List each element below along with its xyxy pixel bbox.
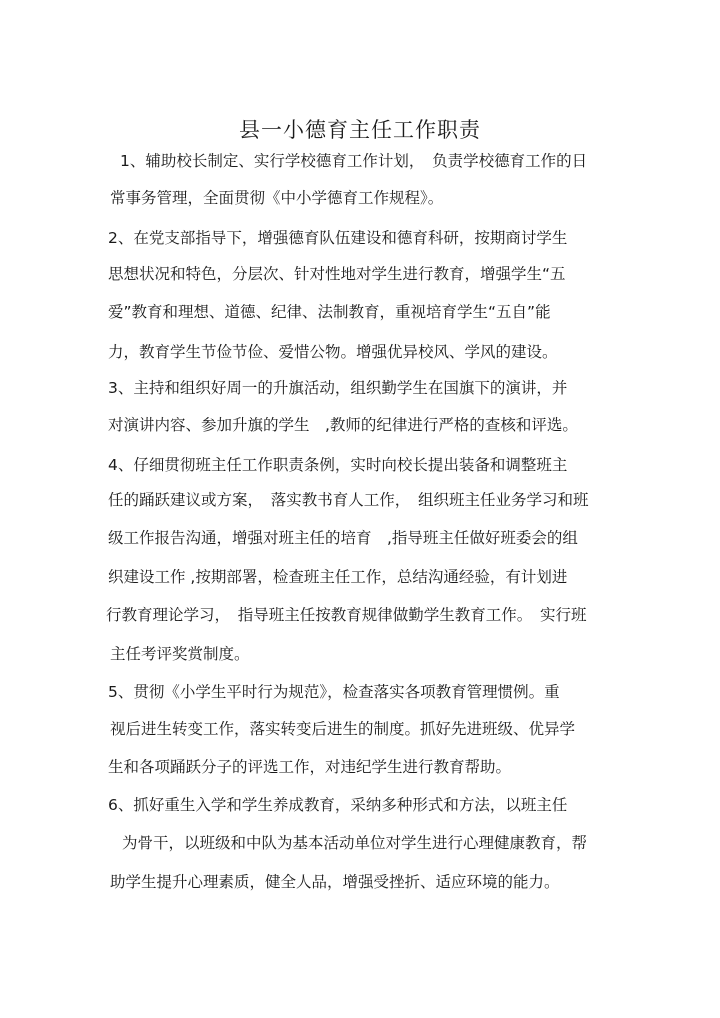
document-title: 县一小德育主任工作职责 (239, 118, 481, 142)
paragraph-line: 3、主持和组织好周一的升旗活动，组织勤学生在国旗下的演讲，并 (108, 379, 568, 397)
paragraph-line: 主任考评奖赏制度。 (110, 645, 250, 663)
paragraph-line: 4、仔细贯彻班主任工作职责条例，实时向校长提出装备和调整班主 (108, 456, 568, 474)
paragraph-line: 常事务管理，全面贯彻《中小学德育工作规程》。 (110, 189, 444, 207)
paragraph-line: 1、辅助校长制定、实行学校德育工作计划， 负责学校德育工作的日 (120, 152, 588, 170)
paragraph-line: 力，教育学生节俭节俭、爱惜公物。增强优异校风、学风的建设。 (108, 343, 558, 361)
paragraph-line: 视后进生转变工作，落实转变后进生的制度。抓好先进班级、优异学 (110, 720, 576, 738)
paragraph-line: 为骨干，以班级和中队为基本活动单位对学生进行心理健康教育，帮 (122, 834, 588, 852)
paragraph-line: 爱”教育和理想、道德、纪律、法制教育，重视培育学生“五自”能 (108, 303, 551, 321)
paragraph-line: 任的踊跃建议或方案， 落实教书育人工作， 组织班主任业务学习和班 (108, 491, 589, 509)
paragraph-line: 助学生提升心理素质，健全人品，增强受挫折、适应环境的能力。 (110, 873, 560, 891)
paragraph-line: 6、抓好重生入学和学生养成教育，采纳多种形式和方法，以班主任 (108, 796, 568, 814)
paragraph-line: 思想状况和特色，分层次、针对性地对学生进行教育，增强学生“五 (108, 265, 566, 283)
paragraph-line: 生和各项踊跃分子的评选工作，对违纪学生进行教育帮助。 (108, 758, 512, 776)
paragraph-line: 2、在党支部指导下，增强德育队伍建设和德育科研，按期商讨学生 (108, 229, 568, 247)
paragraph-line: 织建设工作 ,按期部署，检查班主任工作，总结沟通经验，有计划进 (108, 568, 568, 586)
paragraph-line: 5、贯彻《小学生平时行为规范》，检查落实各项教育管理惯例。重 (108, 683, 560, 701)
paragraph-line: 级工作报告沟通，增强对班主任的培育 ,指导班主任做好班委会的组 (108, 529, 578, 547)
paragraph-line: 行教育理论学习， 指导班主任按教育规律做勤学生教育工作。 实行班 (106, 606, 587, 624)
paragraph-line: 对演讲内容、参加升旗的学生 ,教师的纪律进行严格的查核和评选。 (108, 416, 578, 434)
